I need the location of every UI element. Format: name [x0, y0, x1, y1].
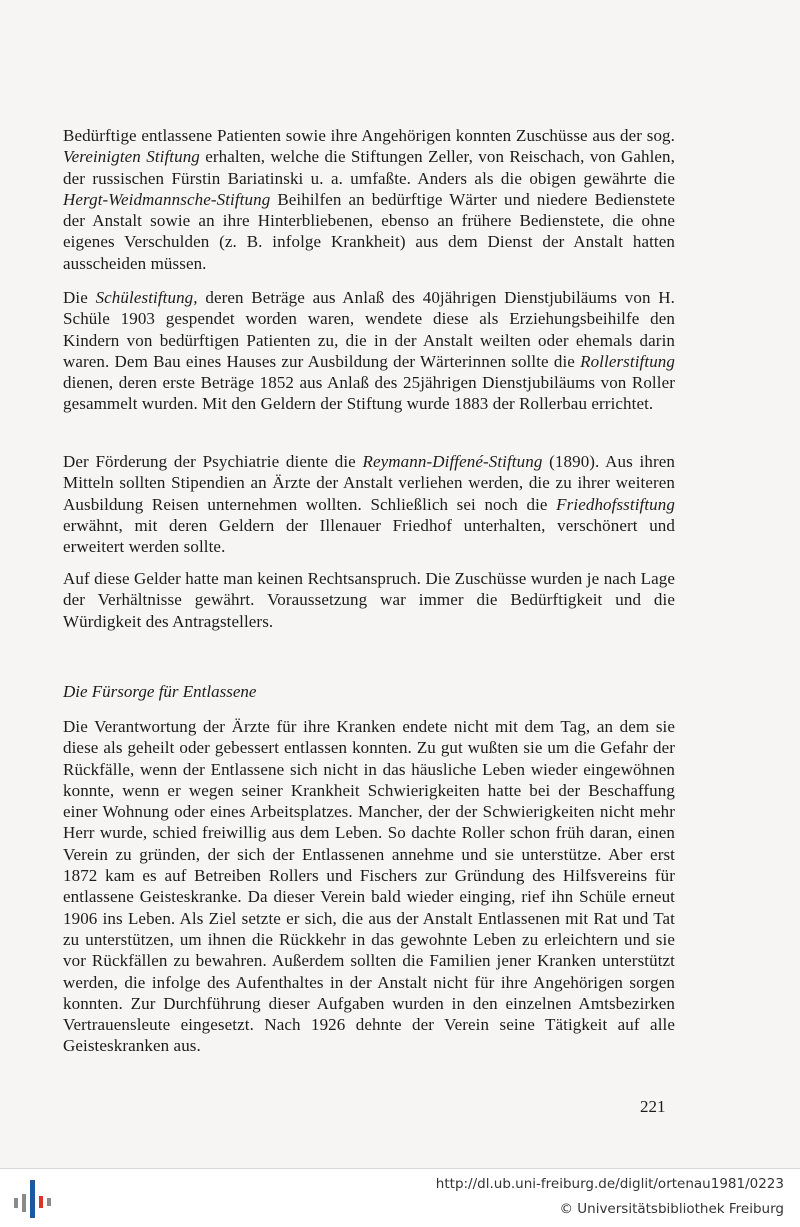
- italic-term: Vereinigten Stiftung: [63, 147, 200, 167]
- italic-term: Reymann-Diffené-Stiftung: [362, 452, 543, 471]
- footer-copyright: © Universitätsbibliothek Freiburg: [559, 1201, 784, 1217]
- paragraph-vereinigte-stiftung: Bedürftige entlassene Patienten sowie ihre Angehörigen konnten Zuschüsse aus der sog. Vereinigten Stiftung erhalten, welche die Stiftungen Zeller, von Reischach, von Gahlen, der russischen Fürstin Bariatinski u. a. umfaßte. Anders als die obigen gewährte die Hergt-Weidmannsche-Stiftung Beihilfen an bedürftige Wärter und niedere Bedienstete der Anstalt sowie an ihre Hinterbliebenen, ebenso an frühere Bedienstete, die ohne eigenes Verschulden (z. B. infolge Krankheit) aus dem Dienst der Anstalt hatten ausscheiden müssen.: [63, 126, 676, 273]
- section-heading: Die Fürsorge für Entlassene: [63, 682, 257, 701]
- logo-gray-bar-left: [14, 1198, 18, 1208]
- logo-gray-bar-right: [47, 1198, 51, 1206]
- italic-term: Friedhofsstiftung: [556, 494, 675, 514]
- italic-term: Schülestiftung,: [95, 288, 198, 307]
- ub-freiburg-logo-icon[interactable]: [12, 1176, 56, 1220]
- paragraph-rechtsanspruch: Auf diese Gelder hatte man keinen Rechtsanspruch. Die Zuschüsse wurden je nach Lage der Verhältnisse gewährt. Voraussetzung war immer die Bedürftigkeit und die Würdigkeit des Antragstellers.: [63, 569, 675, 631]
- italic-term: Rollerstiftung: [580, 351, 675, 371]
- logo-red-bar: [39, 1196, 43, 1208]
- page-number: 221: [640, 1097, 666, 1116]
- paragraph-fuersorge: Die Verantwortung der Ärzte für ihre Kranken endete nicht mit dem Tag, an dem sie diese als geheilt oder gebessert entlassen konnten. Zu gut wußten sie um die Gefahr der Rückfälle, wenn der Entlassene sich nicht in das häusliche Leben wieder eingewöhnen konnte, wenn er wegen seiner Krankheit Schwierigkeiten hatte bei der Beschaffung einer Wohnung oder eines Arbeitsplatzes. Mancher, der der Schwierigkeiten nicht mehr Herr wurde, schied freiwillig aus dem Leben. So dachte Roller schon früh daran, einen Verein zu gründen, der sich der Entlassenen annehme und sie unterstütze. Aber erst 1872 kam es auf Betreiben Rollers und Fischers zur Gründung des Hilfsvereins für entlassene Geisteskranke. Da dieser Verein bald wieder einging, rief ihn Schüle erneut 1906 ins Leben. Als Ziel setzte er sich, die aus der Anstalt Entlassenen mit Rat und Tat zu unterstützen, um ihnen die Rückkehr in das gewohnte Leben zu erleichtern und sie vor Rückfällen zu bewahren. Außerdem sollten die Familien jener Kranken unterstützt werden, die infolge des Aufenthaltes in der Anstalt nicht für ihre Angehörigen sorgen konnten. Zur Durchführung dieser Aufgaben wurden in den einzelnen Amtsbezirken Vertrauensleute eingesetzt. Nach 1926 dehnte der Verein seine Tätigkeit auf alle Geisteskranken aus.: [63, 717, 675, 1056]
- paragraph-schuelestiftung: Die Schülestiftung, deren Beträge aus Anlaß des 40jährigen Dienstjubiläums von H. Schüle 1903 gespendet worden waren, wendete diese als Erziehungsbeihilfe den Kindern von bedürftigen Patienten zu, die in der Anstalt weilten oder ehemals darin waren. Dem Bau eines Hauses zur Ausbildung der Wärterinnen sollte die Rollerstiftung dienen, deren erste Beträge 1852 aus Anlaß des 25jährigen Dienstjubiläums von Roller gesammelt wurden. Mit den Geldern der Stiftung wurde 1883 der Rollerbau errichtet.: [63, 288, 676, 414]
- logo-blue-bar: [30, 1180, 35, 1218]
- logo-gray-bar-mid: [22, 1194, 26, 1212]
- paragraph-reymann-diffene: Der Förderung der Psychiatrie diente die Reymann-Diffené-Stiftung (1890). Aus ihren Mitteln sollten Stipendien an Ärzte der Anstalt verliehen werden, die zu ihrer weiteren Ausbildung Reisen unternehmen wollten. Schließlich sei noch die Friedhofsstiftung erwähnt, mit deren Geldern der Illenauer Friedhof unterhalten, verschönert und erweitert werden sollte.: [63, 452, 675, 557]
- italic-term: Hergt-Weidmannsche-Stiftung: [63, 189, 271, 209]
- footer-url-link[interactable]: http://dl.ub.uni-freiburg.de/diglit/ortenau1981/0223: [435, 1176, 784, 1192]
